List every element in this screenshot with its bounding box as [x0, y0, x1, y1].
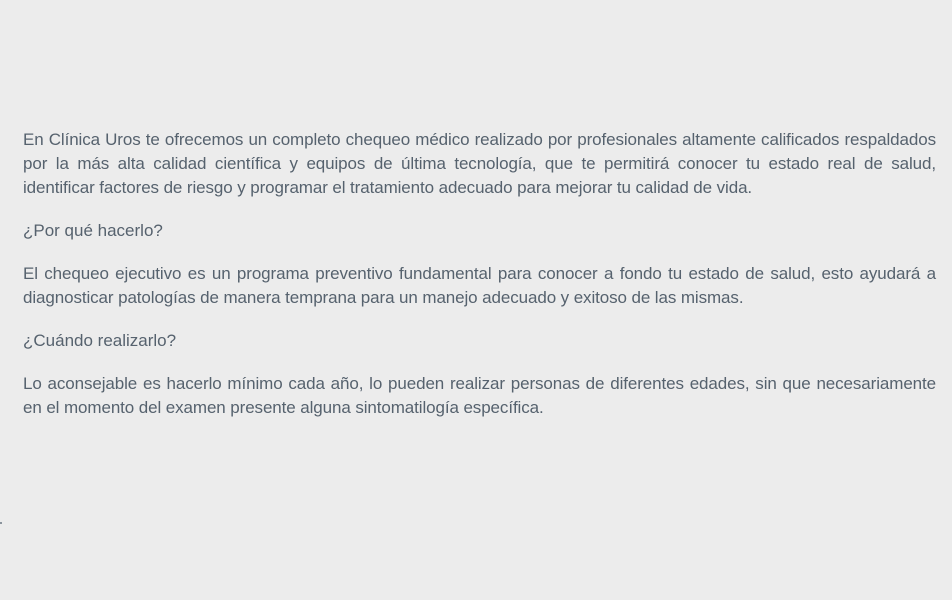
checkup-info-content [23, 128, 936, 420]
why-heading: ¿Por qué hacerlo? [23, 221, 163, 240]
intro-paragraph: En Clínica Uros te ofrecemos un completo chequeo médico realizado por profesionales altamente calificados respaldados por la más alta calidad científica y equipos de última tecnología, que te permitirá conocer tu estado real de salud, identificar factores de riesgo y programar el tratamiento adecuado para mejorar tu calidad de vida. [23, 130, 936, 197]
when-heading: ¿Cuándo realizarlo? [23, 331, 177, 350]
edge-artifact [0, 522, 2, 524]
when-paragraph: Lo aconsejable es hacerlo mínimo cada año, lo pueden realizar personas de diferentes edades, sin que necesariamente en el momento del examen presente alguna sintomatilogía específica. [23, 374, 936, 417]
why-paragraph: El chequeo ejecutivo es un programa preventivo fundamental para conocer a fondo tu estado de salud, esto ayudará a diagnosticar patologías de manera temprana para un manejo adecuado y exitoso de las mismas. [23, 264, 936, 307]
